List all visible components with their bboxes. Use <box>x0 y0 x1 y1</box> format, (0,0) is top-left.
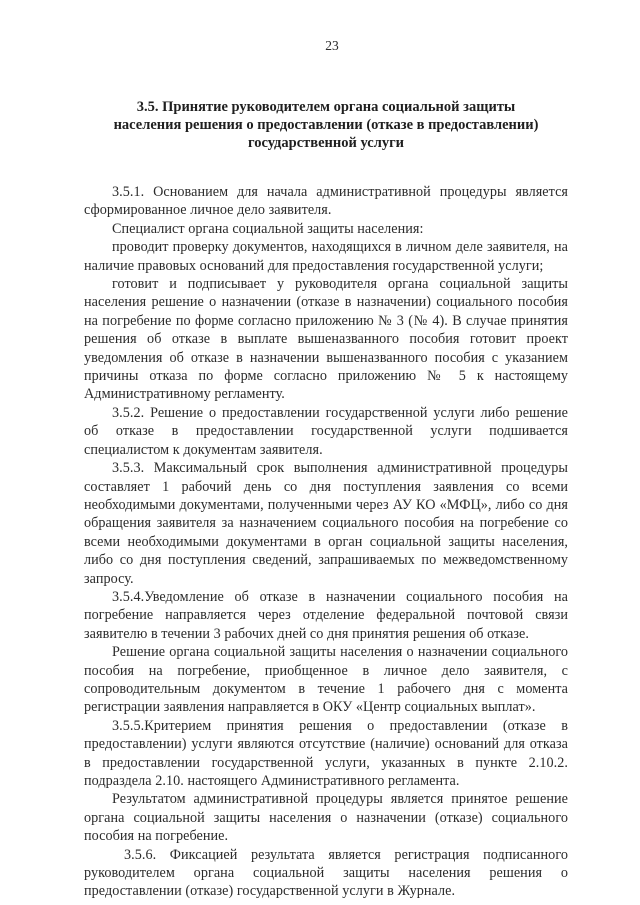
paragraph-3-5-4: 3.5.4.Уведомление об отказе в назначении социального пособия на погребение направляется через отделение федеральной почтовой связи заявителю в течении 3 рабочих дней со дня принятия решения об отказе. <box>84 588 568 642</box>
paragraph-3-5-5: 3.5.5.Критерием принятия решения о предоставлении (отказе в предоставлении) услуги являются отсутствие (наличие) оснований для отказа в предоставлении государственной услуги, указанных в пункте 2.10.2. подраздела 2.10. настоящего Административного регламента. <box>84 717 568 789</box>
paragraph-3-5-2: 3.5.2. Решение о предоставлении государственной услуги либо решение об отказе в предоставлении государственной услуги подшивается специалистом к документам заявителя. <box>84 404 568 458</box>
section-title-line: государственной услуги <box>247 135 405 151</box>
paragraph-decision-sent: Решение органа социальной защиты населения о назначении социального пособия на погребение, приобщенное в личное дело заявителя, с сопроводительным документом в течение 1 рабочего дня с момента регистрации заявления направляется в ОКУ «Центр социальных выплат». <box>84 644 568 716</box>
section-title-line: 3.5. Принятие руководителем органа социальной защиты <box>136 99 516 115</box>
paragraph-result: Результатом административной процедуры является принятое решение органа социальной защиты населения о назначении (отказе) социального пособия на погребение. <box>84 791 568 845</box>
paragraph-specialist: Специалист органа социальной защиты населения: <box>112 220 424 237</box>
section-title-line: населения решения о предоставлении (отказе в предоставлении) <box>113 117 539 133</box>
section-title <box>84 98 568 152</box>
paragraph-3-5-6: 3.5.6. Фиксацией результата является регистрация подписанного руководителем органа социальной защиты населения решения о предоставлении (отказе) государственной услуги в Журнале. <box>84 846 568 900</box>
page-number: 23 <box>325 38 339 53</box>
paragraph-3-5-3: 3.5.3. Максимальный срок выполнения административной процедуры составляет 1 рабочий день со дня поступления заявления со всеми необходимыми документами, полученными через АУ КО «МФЦ», либо со дня обращения заявителя за назначением социального пособия на погребение со всеми необходимыми документами в орган социальной защиты населения, либо со дня поступления сведений, запрашиваемых по межведомственному запросу. <box>84 460 568 587</box>
paragraph-checks-documents: проводит проверку документов, находящихся в личном деле заявителя, на наличие правовых оснований для предоставления государственной услуги; <box>84 239 568 274</box>
body-text <box>84 183 568 901</box>
paragraph-prepares-decision: готовит и подписывает у руководителя органа социальной защиты населения решение о назначении (отказе в назначении) социального пособия на погребение по форме согласно приложению № 3 (№ 4). В случае принятия решения об отказе в выплате вышеназванного пособия готовит проект уведомления об отказе в назначении вышеназванного пособия с указанием причины отказа по форме согласно приложению № 5 к настоящему Административному регламенту. <box>84 276 568 403</box>
paragraph-3-5-1: 3.5.1. Основанием для начала административной процедуры является сформированное личное дело заявителя. <box>84 184 568 219</box>
